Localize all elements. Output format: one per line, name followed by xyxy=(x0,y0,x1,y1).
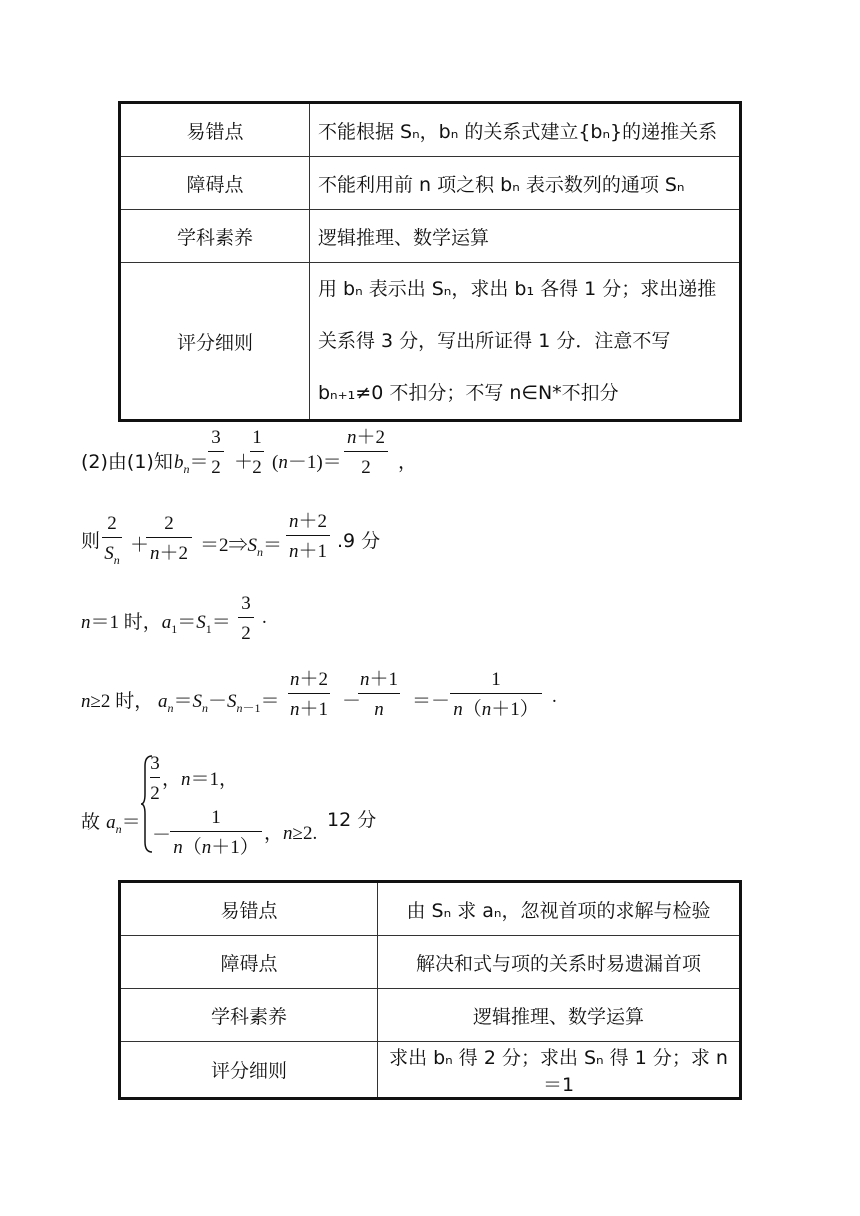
fraction: $\frac{1}{n(n+1)}$ xyxy=(450,670,542,719)
table-row xyxy=(120,882,741,936)
table-row xyxy=(120,1042,741,1099)
fraction: $\frac{n+2}{n+1}$ xyxy=(286,512,330,561)
table-error-analysis-2 xyxy=(118,880,742,1100)
fraction: $\frac{2}{n+2}$ xyxy=(146,514,192,563)
row-label: 评分细则 xyxy=(120,263,310,421)
fraction: $\frac{n+2}{2}$ xyxy=(344,428,388,477)
fraction: $\frac{3}{2}$ xyxy=(238,594,254,643)
row-label: 学科素养 xyxy=(120,989,378,1042)
solution-line-3: n＝1 时，$a_1=S_1=$ xyxy=(81,611,231,636)
line-prefix: 则 xyxy=(81,530,101,552)
solution-line-4: n≥2 时， $a_n=S_n-S_{n-1}=$ xyxy=(81,690,280,715)
row-text: 由 Sₙ 求 aₙ，忽视首项的求解与检验 xyxy=(378,882,741,936)
formula-bn: $b_n=$ xyxy=(174,452,209,476)
table-row xyxy=(120,157,741,210)
fraction: $\frac{n+2}{n+1}$ xyxy=(289,669,328,720)
score-note: 12 分 xyxy=(327,809,377,831)
row-text: 逻辑推理、数学运算 xyxy=(310,210,741,263)
fraction: $\frac{1}{n(n+1)}$ xyxy=(170,808,262,857)
solution-line-5: 故 $a_n=$ xyxy=(81,811,141,836)
row-label: 评分细则 xyxy=(120,1042,378,1099)
row-text: 不能根据 Sₙ，bₙ 的关系式建立{bₙ}的递推关系 xyxy=(310,103,741,157)
row-text: 解决和式与项的关系时易遗漏首项 xyxy=(378,936,741,989)
fraction: $\frac{2}{S_n}$ xyxy=(102,514,122,566)
line-prefix: 故 xyxy=(81,811,101,833)
fraction: $\frac{3}{2}$ xyxy=(150,753,160,804)
table-row xyxy=(120,989,741,1042)
row-label: 障碍点 xyxy=(120,936,378,989)
row-label: 易错点 xyxy=(120,103,310,157)
fraction: $\frac{1}{2}$ xyxy=(250,428,264,477)
row-label: 学科素养 xyxy=(120,210,310,263)
table-row xyxy=(120,263,741,421)
table-row xyxy=(120,936,741,989)
row-label: 障碍点 xyxy=(120,157,310,210)
row-text: 不能利用前 n 项之积 bₙ 表示数列的通项 Sₙ xyxy=(310,157,741,210)
solution-line-2 xyxy=(81,526,100,553)
row-text: 用 bₙ 表示出 Sₙ，求出 b₁ 各得 1 分；求出递推关系得 3 分，写出所证得 1 分．注意不写 bₙ₊₁≠0 不扣分；不写 n∈N*不扣分 xyxy=(310,263,741,421)
row-text: 求出 bₙ 得 2 分；求出 Sₙ 得 1 分；求 n＝1 xyxy=(378,1042,741,1099)
score-note: .9 分 xyxy=(337,530,381,552)
line-prefix: (2)由(1)知 xyxy=(81,451,173,473)
table-error-analysis-1 xyxy=(118,101,742,422)
solution-line-1 xyxy=(81,447,173,474)
fraction: $\frac{n+1}{n}$ xyxy=(359,669,398,720)
table-row xyxy=(120,210,741,263)
fraction: $\frac{3}{2}$ xyxy=(208,428,224,477)
row-text: 逻辑推理、数学运算 xyxy=(378,989,741,1042)
table-row xyxy=(120,103,741,157)
row-label: 易错点 xyxy=(120,882,378,936)
